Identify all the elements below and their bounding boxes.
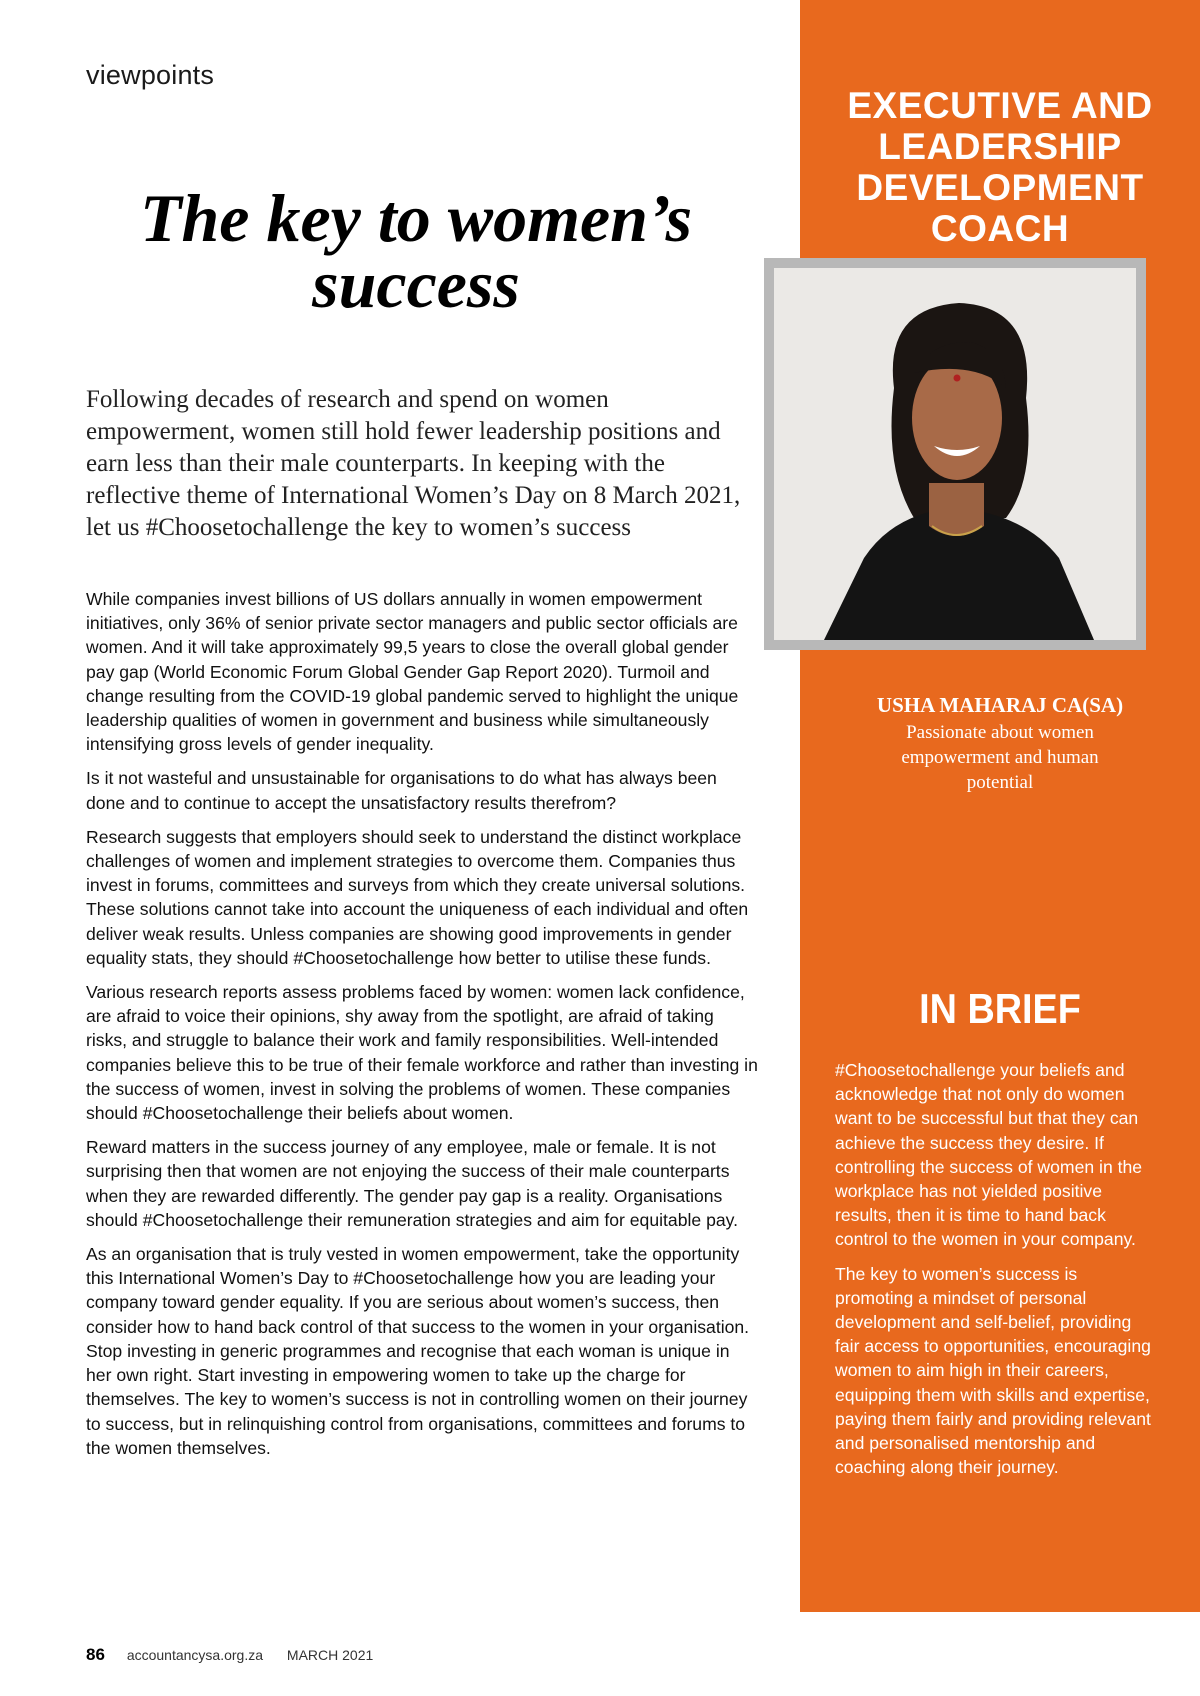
body-paragraph: Is it not wasteful and unsustainable for organisations to do what has always been done and to continue to accept the unsatisfactory results therefrom? [86, 768, 717, 813]
author-photo-frame [764, 258, 1146, 650]
author-info [800, 692, 1200, 795]
issue-date: MARCH 2021 [286, 1647, 374, 1663]
in-brief-text [835, 1058, 1155, 1489]
page-number: 86 [86, 1645, 105, 1664]
brief-paragraph: #Choosetochallenge your beliefs and acknowledge that not only do women want to be successful but that they can achieve the success they desire. If controlling the success of women in the workplace has not yielded positive results, then it is time to hand back control to the women in your company. [835, 1060, 1143, 1250]
page-footer [86, 1645, 373, 1665]
portrait-illustration [774, 268, 1136, 640]
body-paragraph: Reward matters in the success journey of any employee, male or female. It is not surprising then that women are not enjoying the success of their male counterparts when they are rewarded differently. The gender pay gap is a reality. Organisations should #Choosetochallenge their remuneration strategies and aim for equitable pay. [86, 1137, 739, 1230]
article-headline: The key to women’s success [139, 180, 693, 322]
section-label: viewpoints [86, 60, 215, 90]
body-paragraph: Research suggests that employers should seek to understand the distinct workplace challenges of women and implement strategies to overcome them. Companies thus invest in forums, committees and surveys from which they create universal solutions. These solutions cannot take into account the uniqueness of each individual and often deliver weak results. Unless companies are showing good improvements in gender equality stats, they should #Choosetochallenge how better to utilise these funds. [86, 826, 749, 968]
body-paragraph: While companies invest billions of US dollars annually in women empowerment initiatives, only 36% of senior private sector managers and public sector officials are women. And it will take approximately 99,5 years to close the overall global gender pay gap (World Economic Forum Global Gender Gap Report 2020). Turmoil and change resulting from the COVID-19 global pandemic served to highlight the unique leadership qualities of women in government and business while simultaneously intensifying gross levels of gender inequality. [86, 589, 739, 755]
website-link[interactable]: accountancysa.org.za [126, 1647, 264, 1663]
article-body [86, 587, 758, 1470]
author-description: Passionate about women empowerment and human potential [901, 722, 1099, 793]
brief-paragraph: The key to women’s success is promoting a mindset of personal development and self-belief, providing fair access to opportunities, encouraging women to aim high in their careers, equipping them with skills and expertise, paying them fairly and providing relevant and personalised mentorship and coaching along their journey. [835, 1263, 1151, 1478]
body-paragraph: Various research reports assess problems faced by women: women lack confidence, are afraid to voice their opinions, shy away from the spotlight, are afraid of taking risks, and struggle to balance their work and family responsibilities. Well-intended companies believe this to be true of their female workforce and rather than investing in the success of women, invest in solving the problems of women. These companies should #Choosetochallenge their beliefs about women. [86, 982, 758, 1124]
article-standfirst: Following decades of research and spend on women empowerment, women still hold fewer leadership positions and earn less than their male counterparts. In keeping with the reflective theme of International Women’s Day on 8 March 2021, let us #Choosetochallenge the key to women’s success [86, 386, 741, 541]
in-brief-heading: IN BRIEF [919, 985, 1081, 1032]
sidebar-title: EXECUTIVE AND LEADERSHIP DEVELOPMENT COACH [847, 85, 1153, 249]
author-name: USHA MAHARAJ CA(SA) [876, 693, 1124, 717]
body-paragraph: As an organisation that is truly vested in women empowerment, take the opportunity this International Women’s Day to #Choosetochallenge how you are leading your company toward gender equality. If you are serious about women’s success, then consider how to hand back control of that success to the women in your organisation. Stop investing in generic programmes and recognise that each woman is unique in her own right. Start investing in empowering women to take up the charge for themselves. The key to women’s success is not in controlling women on their journey to success, but in relinquishing control from organisations, committees and forums to the women themselves. [86, 1244, 750, 1458]
author-photo [774, 268, 1136, 640]
